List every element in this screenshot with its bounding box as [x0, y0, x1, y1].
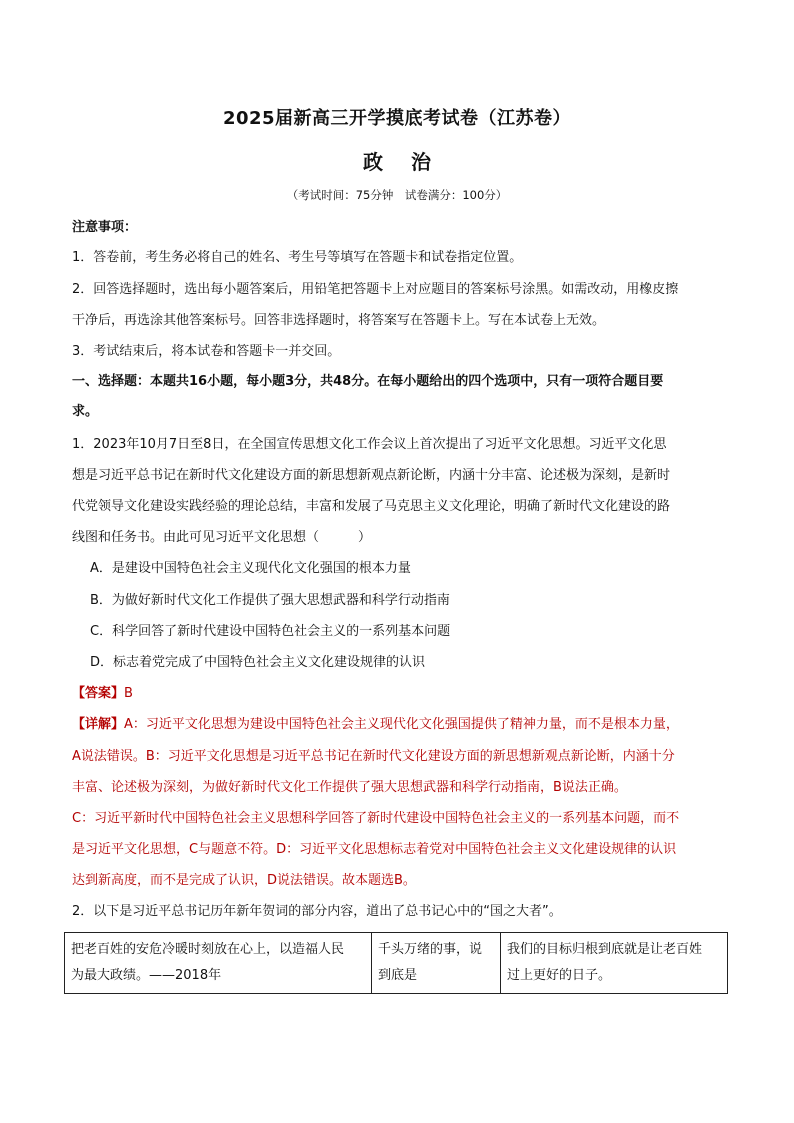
section-heading-cont: 求。: [72, 404, 99, 419]
notice-heading: 注意事项：: [72, 220, 138, 235]
q2-table: [64, 932, 728, 994]
q1-answer: [72, 685, 133, 703]
exam-info: （考试时间：75分钟 试卷满分：100分）: [286, 188, 508, 202]
detail-label: 【详解】: [72, 717, 125, 732]
table-cell: [372, 933, 501, 994]
table-cell: [65, 933, 372, 994]
q1-option-c: C．科学回答了新时代建设中国特色社会主义的一系列基本问题: [90, 624, 451, 639]
q1-option-d: D．标志着党完成了中国特色社会主义文化建设规律的认识: [90, 655, 426, 670]
section-heading: 一、选择题：本题共16小题，每小题3分，共48分。在每小题给出的四个选项中，只有一项符合题目要: [72, 374, 664, 389]
notice-item: 1．答卷前，考生务必将自己的姓名、考生号等填写在答题卡和试卷指定位置。: [72, 250, 523, 265]
cell-line: 我们的目标归根到底就是让老百姓: [507, 942, 703, 957]
notice-item: 干净后，再选涂其他答案标号。回答非选择题时，将答案写在答题卡上。写在本试卷上无效。: [72, 313, 606, 328]
cell-line: 过上更好的日子。: [507, 968, 612, 983]
q1-option-a: A．是建设中国特色社会主义现代化文化强国的根本力量: [90, 561, 411, 576]
q1-stem: 代党领导文化建设实践经验的理论总结，丰富和发展了马克思主义文化理论，明确了新时代文化建设的路: [72, 499, 671, 514]
table-cell: [501, 933, 728, 994]
cell-line: 为最大政绩。——2018年: [71, 968, 222, 983]
q1-detail: C：习近平新时代中国特色社会主义思想科学回答了新时代建设中国特色社会主义的一系列基本问题，而不: [72, 811, 680, 826]
q1-detail: 丰富、论述极为深刻，为做好新时代文化工作提供了强大思想武器和科学行动指南，B说法正确。: [72, 780, 627, 795]
table-row: [65, 933, 728, 994]
q1-option-b: B．为做好新时代文化工作提供了强大思想武器和科学行动指南: [90, 593, 450, 608]
subject-char-2: 治: [411, 150, 431, 174]
q1-stem: 线图和任务书。由此可见习近平文化思想（ ）: [72, 530, 372, 545]
exam-title: 2025届新高三开学摸底考试卷（江苏卷）: [222, 108, 572, 129]
cell-line: 千头万绪的事，说: [378, 942, 483, 957]
subject-title: [0, 146, 794, 175]
cell-line: 到底是: [378, 968, 418, 983]
answer-value: B: [124, 686, 133, 701]
q1-detail: [72, 716, 679, 734]
notice-item: 2．回答选择题时，选出每小题答案后，用铅笔把答题卡上对应题目的答案标号涂黑。如需改动，用橡皮擦: [72, 282, 679, 297]
detail-text: A：习近平文化思想为建设中国特色社会主义现代化文化强国提供了精神力量，而不是根本力量，: [124, 717, 679, 732]
q1-detail: A说法错误。B：习近平文化思想是习近平总书记在新时代文化建设方面的新思想新观点新论断，内涵十分: [72, 749, 675, 764]
answer-label: 【答案】: [72, 686, 125, 701]
q1-stem: 想是习近平总书记在新时代文化建设方面的新思想新观点新论断，内涵十分丰富、论述极为深刻，是新时: [72, 468, 671, 483]
q1-detail: 达到新高度，而不是完成了认识，D说法错误。故本题选B。: [72, 873, 416, 888]
q1-detail: 是习近平文化思想，C与题意不符。D：习近平文化思想标志着党对中国特色社会主义文化建设规律的认识: [72, 842, 677, 857]
notice-item: 3．考试结束后，将本试卷和答题卡一并交回。: [72, 344, 341, 359]
subject-char-1: 政: [363, 150, 383, 174]
q2-stem: 2．以下是习近平总书记历年新年贺词的部分内容，道出了总书记心中的“国之大者”。: [72, 904, 562, 919]
q1-stem: 1．2023年10月7日至8日，在全国宣传思想文化工作会议上首次提出了习近平文化思想。习近平文化思: [72, 437, 667, 452]
cell-line: 把老百姓的安危冷暖时刻放在心上，以造福人民: [71, 942, 345, 957]
